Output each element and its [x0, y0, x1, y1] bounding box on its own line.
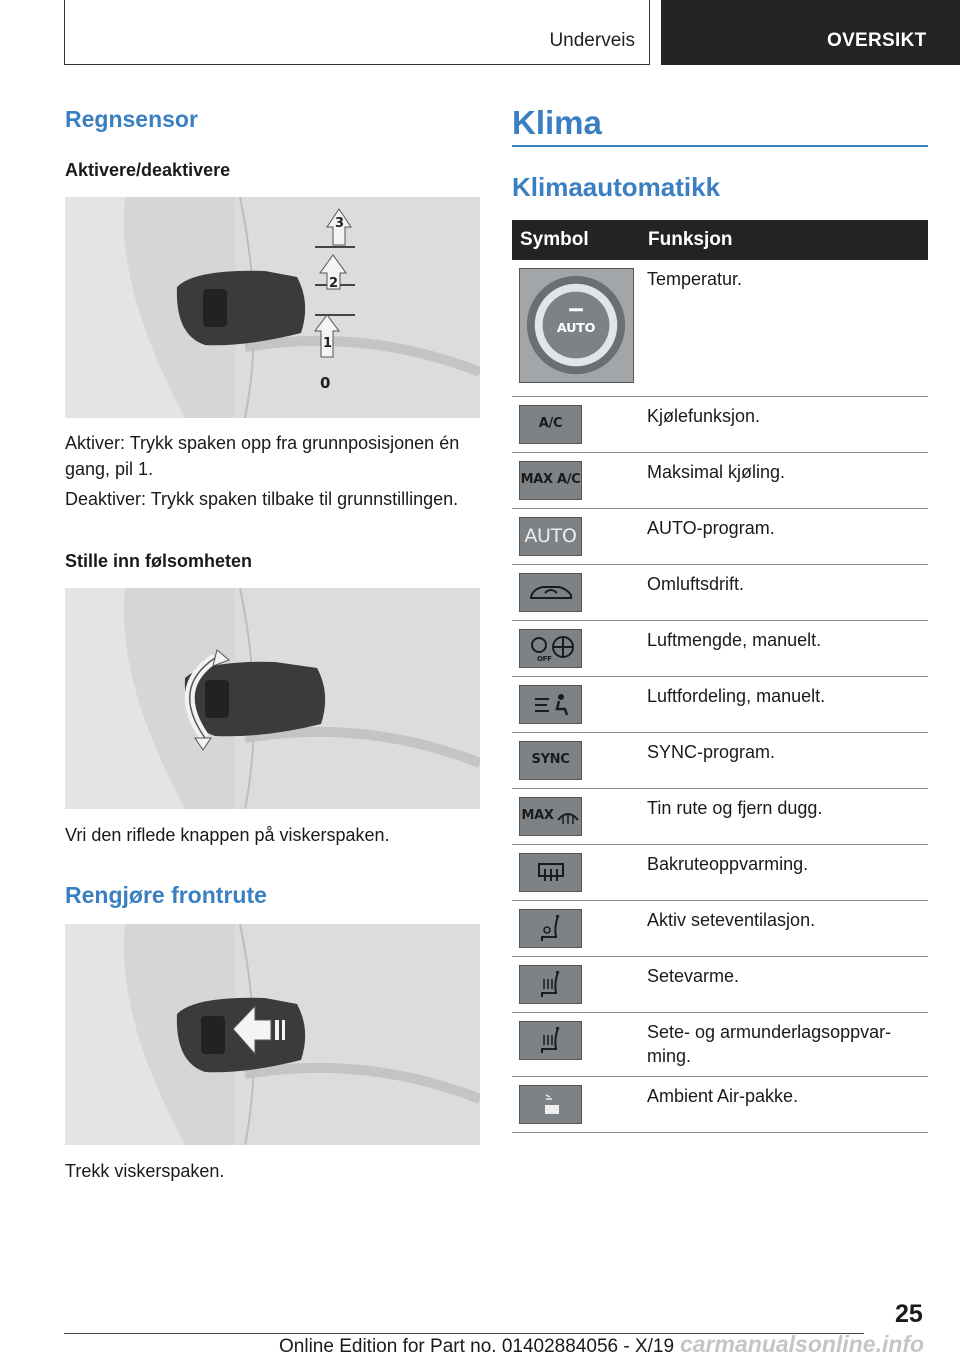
table-row: [512, 1076, 928, 1132]
table-row: [512, 732, 928, 788]
rain-sensor-heading: Regnsensor: [65, 106, 198, 132]
function-cell: Maksimal kjøling.: [640, 452, 928, 508]
function-cell: Omluftsdrift.: [640, 564, 928, 620]
table-row: [512, 396, 928, 452]
figure-label-2: 2: [329, 276, 339, 291]
function-cell: SYNC-program.: [640, 732, 928, 788]
figure-label-0: 0: [320, 374, 331, 392]
temperature-dial-label: AUTO: [556, 320, 596, 336]
max-defrost-icon: [519, 797, 582, 836]
table-row: [512, 900, 928, 956]
column-header-function: Funksjon: [640, 220, 928, 260]
function-cell: Ambient Air-pakke.: [640, 1076, 928, 1132]
function-cell: Sete- og armunderlagsoppvar-ming.: [640, 1012, 928, 1076]
function-cell: Kjølefunksjon.: [640, 396, 928, 452]
table-row: [512, 452, 928, 508]
table-row: [512, 564, 928, 620]
column-header-symbol: Symbol: [512, 220, 640, 260]
function-cell: Aktiv seteventilasjon.: [640, 900, 928, 956]
ac-icon: A/C: [519, 405, 582, 444]
table-header-row: [512, 220, 928, 260]
wiper-lever-figure-clean: [65, 924, 480, 1145]
table-row: [512, 788, 928, 844]
wiper-lever-illustration: [65, 197, 480, 418]
recirculation-icon: [519, 573, 582, 612]
max-ac-icon: MAX A/C: [519, 461, 582, 500]
fan-speed-icon: [519, 629, 582, 668]
air-distribution-icon: [519, 685, 582, 724]
function-cell: Luftmengde, manuelt.: [640, 620, 928, 676]
max-defrost-label: MAX: [521, 808, 554, 823]
header-section-box: [64, 0, 650, 65]
function-cell: Setevarme.: [640, 956, 928, 1012]
clean-windshield-heading: Rengjøre frontrute: [65, 882, 267, 908]
wiper-lever-figure-sensitivity: [65, 588, 480, 809]
wiper-lever-knurled-illustration: [65, 588, 480, 809]
automatic-climate-heading: Klimaautomatikk: [512, 172, 721, 202]
seat-armrest-heating-icon: [519, 1021, 582, 1060]
function-cell: Luftfordeling, manuelt.: [640, 676, 928, 732]
fan-off-label: OFF: [536, 655, 552, 663]
temperature-dial-icon: [519, 268, 634, 383]
table-row: [512, 620, 928, 676]
clean-instruction: Trekk viskerspaken.: [65, 1161, 225, 1181]
rear-defrost-icon: [519, 853, 582, 892]
climate-heading-rule: [512, 145, 928, 147]
table-row: [512, 676, 928, 732]
figure-label-3: 3: [335, 216, 345, 231]
header-tab-label: OVERSIKT: [827, 30, 927, 51]
wiper-lever-pull-illustration: [65, 924, 480, 1145]
table-row: [512, 260, 928, 396]
function-cell: Bakruteoppvarming.: [640, 844, 928, 900]
seat-heating-icon: [519, 965, 582, 1004]
climate-heading: Klima: [512, 104, 602, 141]
header-tab[interactable]: [661, 0, 960, 65]
function-cell: AUTO-program.: [640, 508, 928, 564]
activate-heading: Aktivere/deaktivere: [65, 160, 231, 180]
page-number: 25: [895, 1300, 923, 1328]
watermark: carmanualsonline.info: [680, 1331, 925, 1357]
deactivate-instruction: Deaktiver: Trykk spaken tilbake til grunnstillingen.: [65, 489, 459, 509]
table-row: [512, 956, 928, 1012]
table-row: [512, 1012, 928, 1076]
table-row: [512, 844, 928, 900]
function-cell: Temperatur.: [640, 260, 928, 396]
ambient-air-icon: [519, 1085, 582, 1124]
auto-program-icon: AUTO: [519, 517, 582, 556]
sensitivity-heading: Stille inn følsomheten: [65, 551, 253, 571]
header-section-label: Underveis: [549, 30, 635, 51]
footer-edition: Online Edition for Part no. 01402884056 - X/19: [279, 1336, 675, 1357]
sync-icon: SYNC: [519, 741, 582, 780]
activate-instruction: Aktiver: Trykk spaken opp fra grunnposisjonen én gang, pil 1.: [65, 433, 460, 479]
table-row: [512, 508, 928, 564]
seat-ventilation-icon: [519, 909, 582, 948]
function-cell: Tin rute og fjern dugg.: [640, 788, 928, 844]
figure-label-1: 1: [323, 336, 333, 351]
climate-functions-table: [512, 220, 928, 1133]
sensitivity-instruction: Vri den riflede knappen på viskerspaken.: [65, 825, 390, 845]
wiper-lever-figure-activate: [65, 197, 480, 418]
